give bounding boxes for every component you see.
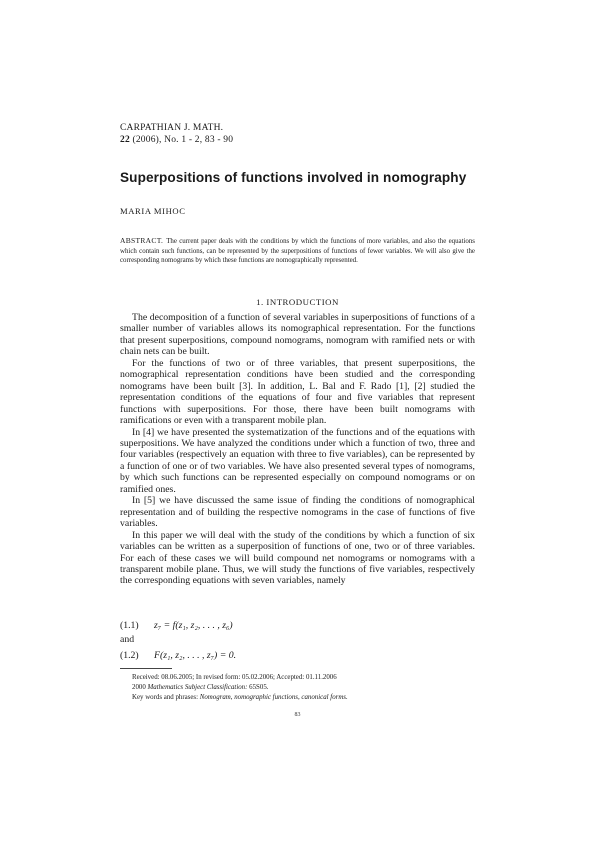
equation-tag: (1.1) <box>120 620 139 631</box>
paragraph: In this paper we will deal with the study of the conditions by which a function of six variables can be written as a superposition of functions of one, two or of three variables. For each of these cases we will build compound net nomograms or nomograms with a transparent mobile plane. Thus, we will study the functions of five variables, respectively the corresponding equations with seven variables, namely <box>120 529 475 587</box>
equation-1-1 <box>120 620 233 631</box>
equation-expr: F(z₁, z₂, . . . , z₇) = 0. <box>154 650 237 661</box>
paper-title: Superpositions of functions involved in nomography <box>120 170 467 185</box>
footnotes <box>132 673 348 704</box>
keywords-label: Key words and phrases: <box>132 694 200 702</box>
footnote-received: Received: 08.06.2005; In revised form: 05.02.2006; Accepted: 01.11.2006 <box>132 674 337 681</box>
msc-value: 65S05. <box>247 684 269 692</box>
abstract <box>120 236 475 266</box>
msc-label: Mathematics Subject Classification: <box>147 684 248 692</box>
journal-name: CARPATHIAN J. MATH. <box>120 123 224 133</box>
abstract-text: The current paper deals with the conditions by which the functions of more variables, and also the equations which contain such functions, can be represented by the superpositions of functions of fewer variables. We will also give the corresponding nomograms by which these functions are nomographically represented. <box>120 238 475 265</box>
abstract-label: ABSTRACT. <box>120 236 164 245</box>
equation-expr: z₇ = f(z₁, z₂, . . . , z₆) <box>154 620 233 631</box>
msc-prefix: 2000 <box>132 684 148 692</box>
footnote-rule <box>120 668 172 669</box>
body-text <box>120 312 475 587</box>
journal-volume: 22 <box>120 135 130 145</box>
footnote-keywords <box>132 693 348 703</box>
author-name: MARIA MIHOC <box>120 206 186 216</box>
and-text: and <box>120 634 135 645</box>
section-heading: 1. INTRODUCTION <box>256 297 339 307</box>
equation-1-2 <box>120 650 236 661</box>
footnote-msc <box>132 683 348 693</box>
journal-header <box>120 122 233 146</box>
paragraph: In [5] we have discussed the same issue of finding the conditions of nomographical representation and of building the respective nomograms in the case of functions of five variables. <box>120 495 475 530</box>
keywords-value: Nomogram, nomographic functions, canonical forms. <box>199 694 348 702</box>
paragraph: In [4] we have presented the systematization of the functions and of the equations with superpositions. We have analyzed the conditions under which a function of two, three and four variables (respectively an equation with three to five variables), can be represented by a function of one or of two variables. We have also presented several types of nomograms, by which such functions can be represented especially on compound nomograms or on ramified ones. <box>120 426 475 495</box>
page-number: 83 <box>294 712 301 718</box>
journal-issue <box>120 134 233 146</box>
paragraph: The decomposition of a function of several variables in superpositions of functions of a smaller number of variables allows its nomographical representation. For the functions that present superpositions, compound nomograms, nomogram with ramified nets or with chain nets can be built. <box>120 312 475 358</box>
journal-issue-info: (2006), No. 1 - 2, 83 - 90 <box>132 135 234 145</box>
paragraph: For the functions of two or of three variables, that present superpositions, the nomographical representation conditions have been studied and the corresponding nomograms have been built [3]. In addition, L. Bal and F. Rado [1], [2] studied the representation conditions of the equations of four and five variables that represent functions with superpositions. For those, there have been built nomograms with ramifications or even with a transparent mobile plan. <box>120 357 475 427</box>
equation-tag: (1.2) <box>120 650 139 661</box>
